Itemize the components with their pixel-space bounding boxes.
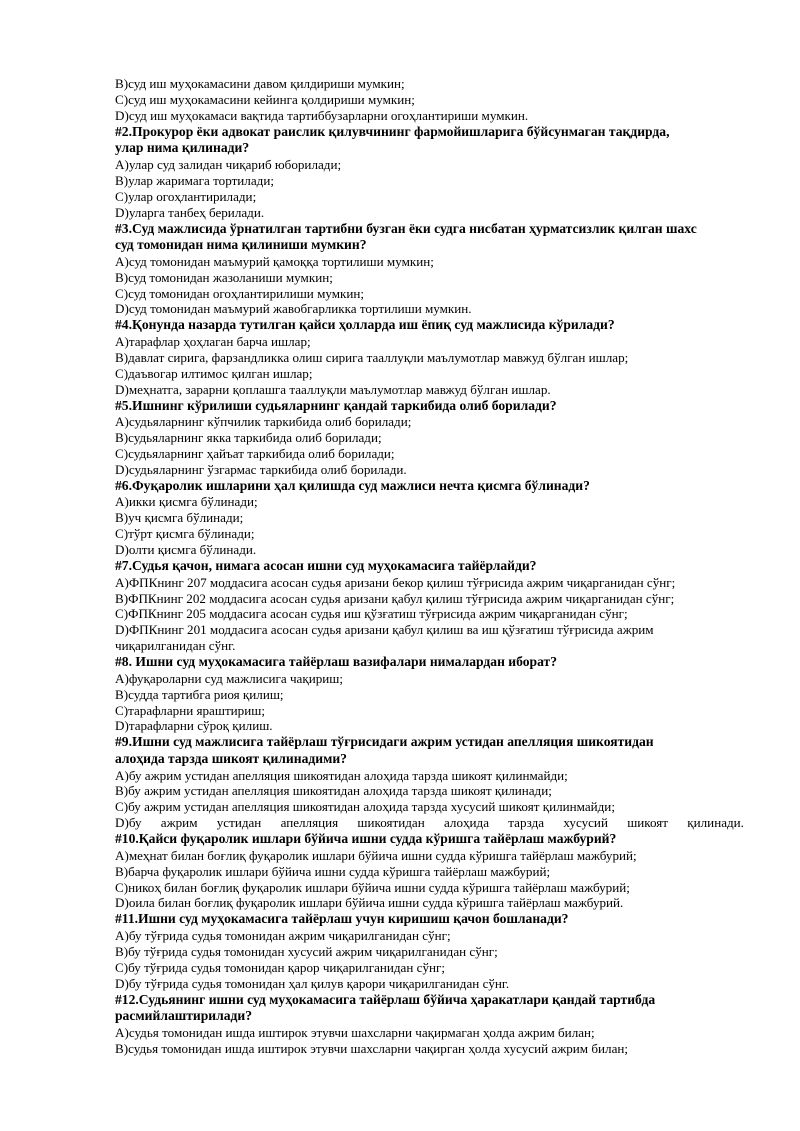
question-line: алоҳида тарзда шикоят қилинадими? (115, 750, 347, 766)
word: алоҳида (443, 815, 490, 831)
answer-option: D)судьяларнинг ўзгармас таркибида олиб борилади. (115, 461, 407, 477)
question-line: #6.Фуқаролик ишларини ҳал қилишда суд мажлиси нечта қисмга бўлинади? (115, 477, 590, 493)
answer-option: D)олти қисмга бўлинади. (115, 542, 257, 558)
answer-option: D)суд томонидан маъмурий жавобгарликка тортилиши мумкин. (115, 301, 472, 317)
word: ажрим (160, 815, 198, 831)
answer-option: C)судьяларнинг ҳайъат таркибида олиб борилади; (115, 445, 395, 461)
answer-option: D)оила билан боғлиқ фуқаролик ишлари бўйича ишни судда кўришга тайёрлаш мажбурий. (115, 895, 624, 911)
answer-option: A)бу ажрим устидан апелляция шикоятидан алоҳида тарзда шикоят қилинмайди; (115, 767, 568, 783)
answer-option: C)суд иш муҳокамасини кейинга қолдириши мумкин; (115, 91, 415, 107)
question-line: #7.Судья қачон, нимага асосан ишни суд муҳокамасига тайёрлайди? (115, 558, 537, 573)
answer-option: D)ФПКнинг 201 моддасига асосан судья аризани қабул қилиш ва иш қўзғатиш тўғрисида ажрим (115, 622, 654, 638)
question-line: #5.Ишнинг кўрилиши судьяларнинг қандай таркибида олиб борилади? (115, 397, 557, 413)
question-line: #10.Қайси фуқаролик ишлари бўйича ишни судда кўришга тайёрлаш мажбурий? (115, 831, 617, 847)
answer-option: C)бу ажрим устидан апелляция шикоятидан алоҳида тарзда хусусий шикоят қилинмайди; (115, 799, 615, 815)
question-line: #3.Суд мажлисида ўрнатилган тартибни бузган ёки судга нисбатан ҳурматсизлик қилган шахс (115, 220, 697, 236)
answer-option: B)давлат сирига, фарзандликка олиш сирига тааллуқли маълумотлар мавжуд бўлган ишлар; (115, 349, 629, 365)
answer-option: A)фуқароларни суд мажлисига чақириш; (115, 670, 344, 686)
answer-option: B)суд томонидан жазоланиши мумкин; (115, 269, 333, 285)
answer-option: D)суд иш муҳокамаси вақтида тартиббузарларни огоҳлантириши мумкин. (115, 107, 529, 123)
word: шикоятидан (357, 815, 425, 831)
answer-option: C)даъвогар илтимос қилган ишлар; (115, 365, 313, 381)
answer-option: D)тарафларни сўроқ қилиш. (115, 718, 273, 734)
answer-option: C)тарафларни яраштириш; (115, 702, 265, 718)
answer-option: C)суд томонидан огоҳлантирилиши мумкин; (115, 285, 365, 301)
question-line: #11.Ишни суд муҳокамасига тайёрлаш учун киришиш қачон бошланади? (115, 911, 569, 927)
question-line: #2.Прокурор ёки адвокат раислик қилувчининг фармойишларига бўйсунмаган тақдирда, (115, 123, 670, 139)
question-line: #4.Қонунда назарда тутилган қайси ҳолларда иш ёпиқ суд мажлисида кўрилади? (115, 317, 615, 333)
word: D)бу (115, 815, 142, 831)
word: тарзда (508, 815, 545, 831)
answer-option: D)меҳнатга, зарарни қоплашга тааллуқли маълумотлар мавжуд бўлган ишлар. (115, 381, 551, 397)
answer-option: D)бу тўғрида судья томонидан ҳал қилув қарори чиқарилганидан сўнг. (115, 975, 510, 991)
answer-option: A)бу тўғрида судья томонидан ажрим чиқарилганидан сўнг; (115, 927, 451, 943)
word: шикоят (627, 815, 669, 831)
answer-option-justified (115, 815, 744, 831)
question-line: #12.Судьянинг ишни суд муҳокамасига тайёрлаш бўйича ҳаракатлари қандай тартибда (115, 991, 656, 1007)
answer-option: A)улар суд залидан чиқариб юборилади; (115, 156, 342, 172)
answer-option: C)ФПКнинг 205 моддасига асосан судья иш қўзғатиш тўғрисида ажрим чиқарганидан сўнг; (115, 606, 628, 622)
answer-option: C)улар огоҳлантирилади; (115, 188, 257, 204)
answer-option: A)тарафлар ҳоҳлаган барча ишлар; (115, 333, 311, 349)
question-line: #8. Ишни суд муҳокамасига тайёрлаш вазифалари нималардан иборат? (115, 654, 558, 670)
word: қилинади. (687, 815, 744, 831)
answer-option: B)бу тўғрида судья томонидан хусусий ажрим чиқарилганидан сўнг; (115, 943, 498, 959)
question-line: расмийлаштирилади? (115, 1008, 253, 1024)
answer-option: A)икки қисмга бўлинади; (115, 494, 258, 510)
answer-option: B)барча фуқаролик ишлари бўйича ишни судда кўришга тайёрлаш мажбурий; (115, 863, 551, 879)
answer-option: C)никоҳ билан боғлиқ фуқаролик ишлари бўйича ишни судда кўришга тайёрлаш мажбурий; (115, 879, 630, 895)
word: устидан (216, 815, 262, 831)
answer-option: B)судда тартибга риоя қилиш; (115, 686, 284, 702)
answer-option: B)судья томонидан ишда иштирок этувчи шахсларни чақирган ҳолда хусусий ажрим билан; (115, 1040, 629, 1056)
answer-option: чиқарилганидан сўнг. (115, 638, 236, 654)
answer-option: D)уларга танбеҳ берилади. (115, 204, 265, 220)
answer-option: B)суд иш муҳокамасини давом қилдириши мумкин; (115, 76, 405, 91)
question-line: #9.Ишни суд мажлисига тайёрлаш тўғрисидаги ажрим устидан апелляция шикоятидан (115, 734, 654, 750)
answer-option: A)судья томонидан ишда иштирок этувчи шахсларни чақирмаган ҳолда ажрим билан; (115, 1024, 595, 1040)
answer-option: A)судьяларнинг кўпчилик таркибида олиб борилади; (115, 414, 412, 430)
answer-option: A)меҳнат билан боғлиқ фуқаролик ишлари бўйича ишни судда кўришга тайёрлаш мажбурий; (115, 847, 637, 863)
question-line: суд томонидан нима қилиниши мумкин? (115, 237, 367, 253)
answer-option: B)ФПКнинг 202 моддасига асосан судья аризани қабул қилиш тўғрисида ажрим чиқарганидан сўнг; (115, 590, 675, 606)
answer-option: C)тўрт қисмга бўлинади; (115, 526, 255, 542)
answer-option: B)улар жаримага тортилади; (115, 172, 274, 188)
word: апелляция (280, 815, 339, 831)
answer-option: C)бу тўғрида судья томонидан қарор чиқарилганидан сўнг; (115, 959, 446, 975)
word: хусусий (563, 815, 608, 831)
answer-option: B)уч қисмга бўлинади; (115, 510, 244, 526)
question-line: улар нима қилинади? (115, 140, 250, 156)
answer-option: A)суд томонидан маъмурий қамоққа тортилиши мумкин; (115, 253, 434, 269)
answer-option: A)ФПКнинг 207 моддасига асосан судья аризани бекор қилиш тўғрисида ажрим чиқарганидан сўнг; (115, 574, 676, 590)
answer-option: B)судьяларнинг якка таркибида олиб борилади; (115, 430, 382, 446)
answer-option: B)бу ажрим устидан апелляция шикоятидан алоҳида тарзда шикоят қилинади; (115, 783, 552, 799)
